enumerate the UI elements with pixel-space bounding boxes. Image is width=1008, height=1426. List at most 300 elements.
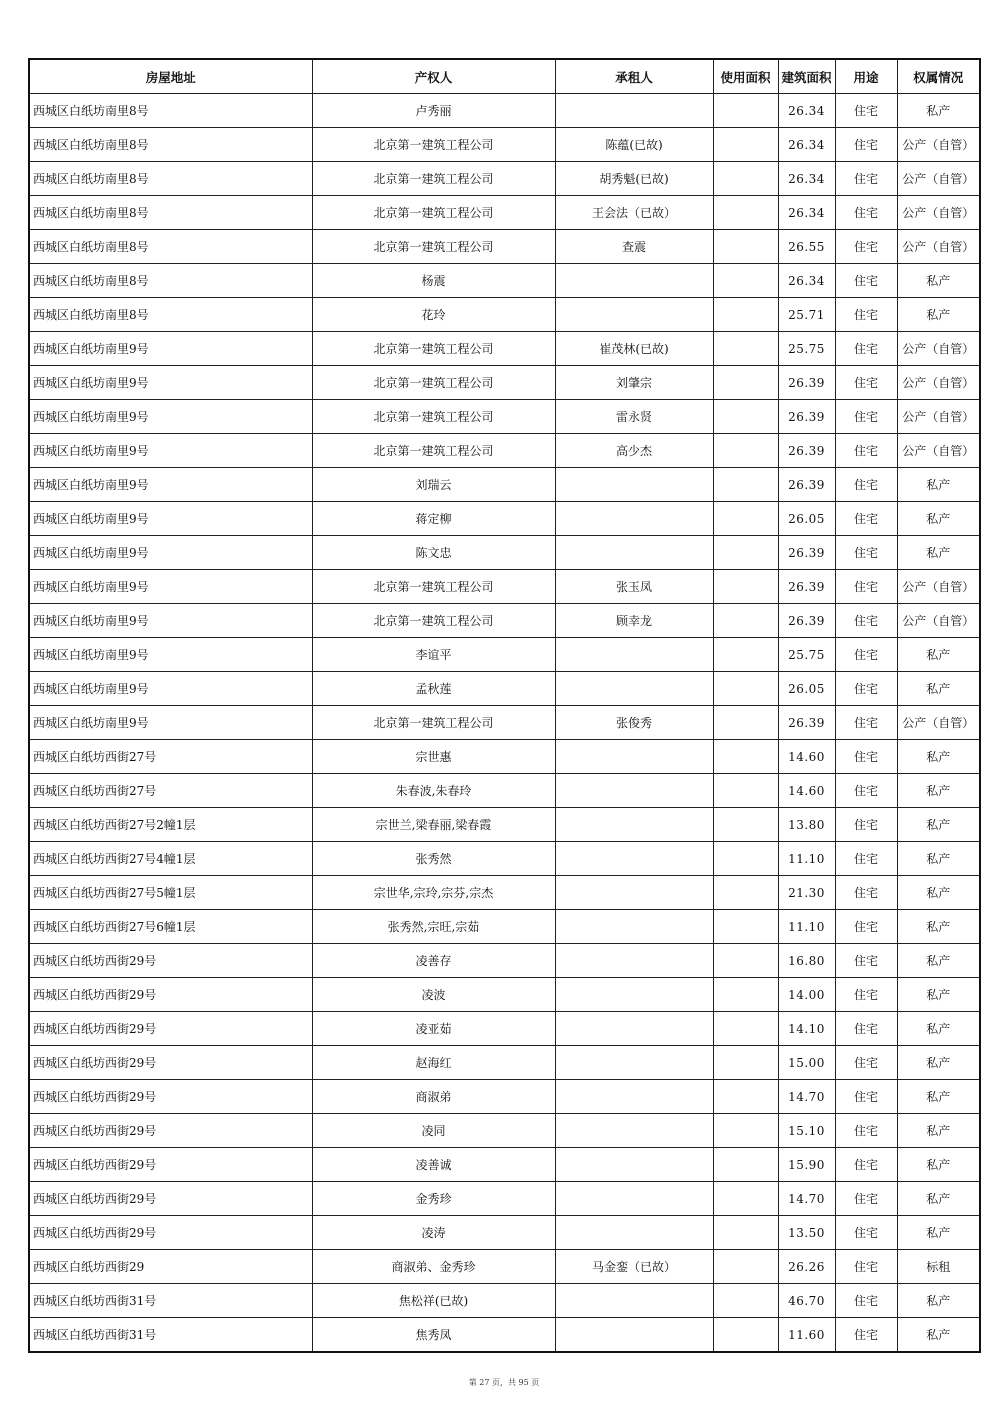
table-row xyxy=(29,978,980,1012)
ownership-cell: 私产 xyxy=(897,536,980,570)
usable-area-cell xyxy=(713,910,778,944)
table-row xyxy=(29,774,980,808)
owner-cell: 北京第一建筑工程公司 xyxy=(312,570,555,604)
building-area-cell: 26.39 xyxy=(778,706,835,740)
usage-cell: 住宅 xyxy=(835,196,897,230)
owner-cell: 北京第一建筑工程公司 xyxy=(312,366,555,400)
header-ownership-status: 权属情况 xyxy=(897,59,980,94)
owner-cell: 凌亚茹 xyxy=(312,1012,555,1046)
tenant-cell xyxy=(555,1216,713,1250)
building-area-cell: 26.34 xyxy=(778,94,835,128)
usage-cell: 住宅 xyxy=(835,1012,897,1046)
building-area-cell: 26.34 xyxy=(778,128,835,162)
building-area-cell: 25.75 xyxy=(778,638,835,672)
owner-cell: 凌涛 xyxy=(312,1216,555,1250)
building-area-cell: 26.55 xyxy=(778,230,835,264)
ownership-cell: 公产（自管） xyxy=(897,128,980,162)
ownership-cell: 私产 xyxy=(897,1182,980,1216)
ownership-cell: 公产（自管） xyxy=(897,230,980,264)
usable-area-cell xyxy=(713,1046,778,1080)
address-cell: 西城区白纸坊南里9号 xyxy=(29,468,312,502)
tenant-cell: 张俊秀 xyxy=(555,706,713,740)
tenant-cell xyxy=(555,94,713,128)
address-cell: 西城区白纸坊南里8号 xyxy=(29,128,312,162)
ownership-cell: 公产（自管） xyxy=(897,570,980,604)
owner-cell: 刘瑞云 xyxy=(312,468,555,502)
usable-area-cell xyxy=(713,672,778,706)
ownership-cell: 公产（自管） xyxy=(897,366,980,400)
ownership-cell: 私产 xyxy=(897,1012,980,1046)
tenant-cell: 张玉凤 xyxy=(555,570,713,604)
address-cell: 西城区白纸坊西街31号 xyxy=(29,1318,312,1353)
ownership-cell: 私产 xyxy=(897,638,980,672)
building-area-cell: 26.39 xyxy=(778,570,835,604)
tenant-cell xyxy=(555,774,713,808)
address-cell: 西城区白纸坊南里8号 xyxy=(29,298,312,332)
usable-area-cell xyxy=(713,434,778,468)
address-cell: 西城区白纸坊西街27号 xyxy=(29,740,312,774)
address-cell: 西城区白纸坊南里9号 xyxy=(29,366,312,400)
usage-cell: 住宅 xyxy=(835,944,897,978)
table-row xyxy=(29,1182,980,1216)
owner-cell: 赵海红 xyxy=(312,1046,555,1080)
usable-area-cell xyxy=(713,740,778,774)
building-area-cell: 14.70 xyxy=(778,1182,835,1216)
address-cell: 西城区白纸坊西街29号 xyxy=(29,1012,312,1046)
table-row xyxy=(29,1046,980,1080)
building-area-cell: 46.70 xyxy=(778,1284,835,1318)
usable-area-cell xyxy=(713,706,778,740)
header-address: 房屋地址 xyxy=(29,59,312,94)
tenant-cell xyxy=(555,1284,713,1318)
ownership-cell: 公产（自管） xyxy=(897,604,980,638)
tenant-cell: 高少杰 xyxy=(555,434,713,468)
usage-cell: 住宅 xyxy=(835,1318,897,1353)
usable-area-cell xyxy=(713,842,778,876)
tenant-cell xyxy=(555,468,713,502)
ownership-cell: 私产 xyxy=(897,910,980,944)
address-cell: 西城区白纸坊西街29号 xyxy=(29,1216,312,1250)
table-row xyxy=(29,434,980,468)
usage-cell: 住宅 xyxy=(835,638,897,672)
building-area-cell: 13.50 xyxy=(778,1216,835,1250)
address-cell: 西城区白纸坊西街29号 xyxy=(29,1114,312,1148)
table-row xyxy=(29,332,980,366)
tenant-cell xyxy=(555,298,713,332)
building-area-cell: 26.34 xyxy=(778,196,835,230)
tenant-cell xyxy=(555,1012,713,1046)
address-cell: 西城区白纸坊西街29号 xyxy=(29,978,312,1012)
ownership-cell: 私产 xyxy=(897,1148,980,1182)
table-row xyxy=(29,1250,980,1284)
usage-cell: 住宅 xyxy=(835,366,897,400)
usage-cell: 住宅 xyxy=(835,502,897,536)
usage-cell: 住宅 xyxy=(835,400,897,434)
owner-cell: 陈文忠 xyxy=(312,536,555,570)
table-row xyxy=(29,944,980,978)
tenant-cell xyxy=(555,910,713,944)
tenant-cell xyxy=(555,1080,713,1114)
address-cell: 西城区白纸坊西街31号 xyxy=(29,1284,312,1318)
table-row xyxy=(29,570,980,604)
ownership-cell: 公产（自管） xyxy=(897,434,980,468)
usable-area-cell xyxy=(713,808,778,842)
header-building-area: 建筑面积 xyxy=(778,59,835,94)
building-area-cell: 15.00 xyxy=(778,1046,835,1080)
address-cell: 西城区白纸坊南里9号 xyxy=(29,332,312,366)
tenant-cell xyxy=(555,944,713,978)
table-row xyxy=(29,740,980,774)
usage-cell: 住宅 xyxy=(835,1216,897,1250)
address-cell: 西城区白纸坊西街27号6幢1层 xyxy=(29,910,312,944)
ownership-cell: 私产 xyxy=(897,468,980,502)
table-row xyxy=(29,536,980,570)
address-cell: 西城区白纸坊南里9号 xyxy=(29,706,312,740)
usage-cell: 住宅 xyxy=(835,774,897,808)
tenant-cell: 胡秀魁(已故) xyxy=(555,162,713,196)
usable-area-cell xyxy=(713,230,778,264)
property-table xyxy=(28,58,981,1353)
table-row xyxy=(29,1318,980,1353)
owner-cell: 宗世惠 xyxy=(312,740,555,774)
address-cell: 西城区白纸坊南里8号 xyxy=(29,230,312,264)
owner-cell: 张秀然 xyxy=(312,842,555,876)
header-usable-area: 使用面积 xyxy=(713,59,778,94)
building-area-cell: 14.60 xyxy=(778,740,835,774)
usage-cell: 住宅 xyxy=(835,128,897,162)
table-row xyxy=(29,876,980,910)
owner-cell: 北京第一建筑工程公司 xyxy=(312,162,555,196)
owner-cell: 凌同 xyxy=(312,1114,555,1148)
owner-cell: 张秀然,宗旺,宗茹 xyxy=(312,910,555,944)
address-cell: 西城区白纸坊西街29号 xyxy=(29,1080,312,1114)
owner-cell: 焦秀凤 xyxy=(312,1318,555,1353)
usage-cell: 住宅 xyxy=(835,910,897,944)
header-tenant: 承租人 xyxy=(555,59,713,94)
page-footer: 第 27 页，共 95 页 xyxy=(468,1378,540,1387)
table-row xyxy=(29,468,980,502)
ownership-cell: 私产 xyxy=(897,94,980,128)
table-row xyxy=(29,1216,980,1250)
building-area-cell: 14.70 xyxy=(778,1080,835,1114)
ownership-cell: 私产 xyxy=(897,264,980,298)
usable-area-cell xyxy=(713,638,778,672)
ownership-cell: 私产 xyxy=(897,876,980,910)
tenant-cell xyxy=(555,842,713,876)
usage-cell: 住宅 xyxy=(835,264,897,298)
ownership-cell: 私产 xyxy=(897,842,980,876)
owner-cell: 卢秀丽 xyxy=(312,94,555,128)
usable-area-cell xyxy=(713,196,778,230)
usable-area-cell xyxy=(713,1012,778,1046)
owner-cell: 北京第一建筑工程公司 xyxy=(312,400,555,434)
table-row xyxy=(29,264,980,298)
ownership-cell: 公产（自管） xyxy=(897,196,980,230)
usable-area-cell xyxy=(713,944,778,978)
usage-cell: 住宅 xyxy=(835,162,897,196)
address-cell: 西城区白纸坊西街29号 xyxy=(29,1182,312,1216)
table-row xyxy=(29,400,980,434)
table-row xyxy=(29,1148,980,1182)
building-area-cell: 14.00 xyxy=(778,978,835,1012)
address-cell: 西城区白纸坊南里9号 xyxy=(29,400,312,434)
owner-cell: 北京第一建筑工程公司 xyxy=(312,332,555,366)
usable-area-cell xyxy=(713,1284,778,1318)
tenant-cell xyxy=(555,1318,713,1353)
building-area-cell: 26.39 xyxy=(778,468,835,502)
address-cell: 西城区白纸坊西街27号5幢1层 xyxy=(29,876,312,910)
building-area-cell: 26.39 xyxy=(778,434,835,468)
address-cell: 西城区白纸坊南里8号 xyxy=(29,162,312,196)
usage-cell: 住宅 xyxy=(835,94,897,128)
building-area-cell: 11.10 xyxy=(778,842,835,876)
building-area-cell: 14.60 xyxy=(778,774,835,808)
building-area-cell: 26.39 xyxy=(778,604,835,638)
ownership-cell: 私产 xyxy=(897,1216,980,1250)
usable-area-cell xyxy=(713,1250,778,1284)
building-area-cell: 26.05 xyxy=(778,502,835,536)
ownership-cell: 公产（自管） xyxy=(897,706,980,740)
header-usage: 用途 xyxy=(835,59,897,94)
usage-cell: 住宅 xyxy=(835,536,897,570)
owner-cell: 凌善诚 xyxy=(312,1148,555,1182)
usage-cell: 住宅 xyxy=(835,1148,897,1182)
table-row xyxy=(29,808,980,842)
usage-cell: 住宅 xyxy=(835,1284,897,1318)
address-cell: 西城区白纸坊南里8号 xyxy=(29,94,312,128)
ownership-cell: 私产 xyxy=(897,774,980,808)
building-area-cell: 11.10 xyxy=(778,910,835,944)
address-cell: 西城区白纸坊南里9号 xyxy=(29,672,312,706)
owner-cell: 金秀珍 xyxy=(312,1182,555,1216)
table-row xyxy=(29,230,980,264)
building-area-cell: 26.26 xyxy=(778,1250,835,1284)
ownership-cell: 公产（自管） xyxy=(897,400,980,434)
ownership-cell: 私产 xyxy=(897,1046,980,1080)
building-area-cell: 25.71 xyxy=(778,298,835,332)
tenant-cell: 查震 xyxy=(555,230,713,264)
building-area-cell: 21.30 xyxy=(778,876,835,910)
address-cell: 西城区白纸坊南里9号 xyxy=(29,536,312,570)
owner-cell: 孟秋莲 xyxy=(312,672,555,706)
tenant-cell: 马金銮（已故） xyxy=(555,1250,713,1284)
building-area-cell: 25.75 xyxy=(778,332,835,366)
usable-area-cell xyxy=(713,978,778,1012)
usage-cell: 住宅 xyxy=(835,672,897,706)
usage-cell: 住宅 xyxy=(835,876,897,910)
address-cell: 西城区白纸坊南里9号 xyxy=(29,604,312,638)
table-row xyxy=(29,910,980,944)
tenant-cell xyxy=(555,978,713,1012)
usable-area-cell xyxy=(713,332,778,366)
table-row xyxy=(29,604,980,638)
address-cell: 西城区白纸坊南里9号 xyxy=(29,638,312,672)
building-area-cell: 26.05 xyxy=(778,672,835,706)
usable-area-cell xyxy=(713,94,778,128)
usable-area-cell xyxy=(713,400,778,434)
building-area-cell: 26.34 xyxy=(778,162,835,196)
tenant-cell xyxy=(555,536,713,570)
usage-cell: 住宅 xyxy=(835,434,897,468)
owner-cell: 花玲 xyxy=(312,298,555,332)
owner-cell: 朱春波,朱春玲 xyxy=(312,774,555,808)
tenant-cell xyxy=(555,502,713,536)
usage-cell: 住宅 xyxy=(835,1182,897,1216)
building-area-cell: 15.90 xyxy=(778,1148,835,1182)
ownership-cell: 私产 xyxy=(897,978,980,1012)
address-cell: 西城区白纸坊西街27号 xyxy=(29,774,312,808)
usable-area-cell xyxy=(713,162,778,196)
address-cell: 西城区白纸坊南里8号 xyxy=(29,196,312,230)
usable-area-cell xyxy=(713,876,778,910)
usable-area-cell xyxy=(713,1148,778,1182)
tenant-cell: 雷永贤 xyxy=(555,400,713,434)
owner-cell: 北京第一建筑工程公司 xyxy=(312,706,555,740)
building-area-cell: 11.60 xyxy=(778,1318,835,1353)
building-area-cell: 26.39 xyxy=(778,366,835,400)
usage-cell: 住宅 xyxy=(835,706,897,740)
table-row xyxy=(29,1114,980,1148)
usable-area-cell xyxy=(713,1318,778,1353)
ownership-cell: 私产 xyxy=(897,1284,980,1318)
owner-cell: 蒋定柳 xyxy=(312,502,555,536)
usable-area-cell xyxy=(713,570,778,604)
tenant-cell: 王会法（已故） xyxy=(555,196,713,230)
owner-cell: 商淑弟、金秀珍 xyxy=(312,1250,555,1284)
ownership-cell: 私产 xyxy=(897,502,980,536)
building-area-cell: 16.80 xyxy=(778,944,835,978)
table-row xyxy=(29,162,980,196)
owner-cell: 北京第一建筑工程公司 xyxy=(312,128,555,162)
table-row xyxy=(29,94,980,128)
usable-area-cell xyxy=(713,1114,778,1148)
usage-cell: 住宅 xyxy=(835,298,897,332)
owner-cell: 宗世华,宗玲,宗芬,宗杰 xyxy=(312,876,555,910)
owner-cell: 北京第一建筑工程公司 xyxy=(312,230,555,264)
table-row xyxy=(29,1284,980,1318)
table-row xyxy=(29,1080,980,1114)
tenant-cell xyxy=(555,1148,713,1182)
owner-cell: 商淑弟 xyxy=(312,1080,555,1114)
usable-area-cell xyxy=(713,1216,778,1250)
usage-cell: 住宅 xyxy=(835,842,897,876)
table-row xyxy=(29,128,980,162)
building-area-cell: 26.34 xyxy=(778,264,835,298)
tenant-cell xyxy=(555,1114,713,1148)
address-cell: 西城区白纸坊西街29号 xyxy=(29,1046,312,1080)
tenant-cell xyxy=(555,808,713,842)
tenant-cell: 刘肇宗 xyxy=(555,366,713,400)
owner-cell: 北京第一建筑工程公司 xyxy=(312,434,555,468)
owner-cell: 焦松祥(已故) xyxy=(312,1284,555,1318)
usable-area-cell xyxy=(713,604,778,638)
table-row xyxy=(29,298,980,332)
usage-cell: 住宅 xyxy=(835,570,897,604)
header-owner: 产权人 xyxy=(312,59,555,94)
table-body xyxy=(29,94,980,1353)
address-cell: 西城区白纸坊西街29 xyxy=(29,1250,312,1284)
usable-area-cell xyxy=(713,1182,778,1216)
tenant-cell: 顾幸龙 xyxy=(555,604,713,638)
ownership-cell: 私产 xyxy=(897,740,980,774)
ownership-cell: 私产 xyxy=(897,944,980,978)
table-row xyxy=(29,672,980,706)
usage-cell: 住宅 xyxy=(835,468,897,502)
usage-cell: 住宅 xyxy=(835,604,897,638)
building-area-cell: 26.39 xyxy=(778,400,835,434)
owner-cell: 凌波 xyxy=(312,978,555,1012)
table-row xyxy=(29,638,980,672)
header-row xyxy=(29,59,980,94)
owner-cell: 杨震 xyxy=(312,264,555,298)
tenant-cell: 陈蕴(已故) xyxy=(555,128,713,162)
ownership-cell: 公产（自管） xyxy=(897,332,980,366)
tenant-cell xyxy=(555,876,713,910)
usable-area-cell xyxy=(713,468,778,502)
ownership-cell: 标租 xyxy=(897,1250,980,1284)
ownership-cell: 公产（自管） xyxy=(897,162,980,196)
building-area-cell: 26.39 xyxy=(778,536,835,570)
address-cell: 西城区白纸坊南里9号 xyxy=(29,502,312,536)
usage-cell: 住宅 xyxy=(835,808,897,842)
ownership-cell: 私产 xyxy=(897,1080,980,1114)
ownership-cell: 私产 xyxy=(897,808,980,842)
tenant-cell xyxy=(555,672,713,706)
address-cell: 西城区白纸坊西街29号 xyxy=(29,944,312,978)
address-cell: 西城区白纸坊南里9号 xyxy=(29,434,312,468)
usable-area-cell xyxy=(713,298,778,332)
tenant-cell xyxy=(555,1182,713,1216)
building-area-cell: 13.80 xyxy=(778,808,835,842)
owner-cell: 北京第一建筑工程公司 xyxy=(312,604,555,638)
usage-cell: 住宅 xyxy=(835,1046,897,1080)
tenant-cell xyxy=(555,638,713,672)
table-row xyxy=(29,502,980,536)
usage-cell: 住宅 xyxy=(835,1114,897,1148)
owner-cell: 北京第一建筑工程公司 xyxy=(312,196,555,230)
ownership-cell: 私产 xyxy=(897,672,980,706)
usage-cell: 住宅 xyxy=(835,230,897,264)
usage-cell: 住宅 xyxy=(835,1250,897,1284)
table-row xyxy=(29,366,980,400)
table-row xyxy=(29,1012,980,1046)
usable-area-cell xyxy=(713,366,778,400)
tenant-cell xyxy=(555,264,713,298)
usable-area-cell xyxy=(713,128,778,162)
address-cell: 西城区白纸坊西街27号4幢1层 xyxy=(29,842,312,876)
building-area-cell: 14.10 xyxy=(778,1012,835,1046)
ownership-cell: 私产 xyxy=(897,298,980,332)
usable-area-cell xyxy=(713,1080,778,1114)
tenant-cell: 崔茂林(已故) xyxy=(555,332,713,366)
usage-cell: 住宅 xyxy=(835,978,897,1012)
address-cell: 西城区白纸坊南里9号 xyxy=(29,570,312,604)
ownership-cell: 私产 xyxy=(897,1114,980,1148)
table-row xyxy=(29,706,980,740)
owner-cell: 李谊平 xyxy=(312,638,555,672)
usable-area-cell xyxy=(713,502,778,536)
owner-cell: 凌善存 xyxy=(312,944,555,978)
owner-cell: 宗世兰,梁春丽,梁春霞 xyxy=(312,808,555,842)
usage-cell: 住宅 xyxy=(835,1080,897,1114)
table-row xyxy=(29,196,980,230)
address-cell: 西城区白纸坊西街29号 xyxy=(29,1148,312,1182)
building-area-cell: 15.10 xyxy=(778,1114,835,1148)
tenant-cell xyxy=(555,740,713,774)
usage-cell: 住宅 xyxy=(835,740,897,774)
tenant-cell xyxy=(555,1046,713,1080)
address-cell: 西城区白纸坊南里8号 xyxy=(29,264,312,298)
